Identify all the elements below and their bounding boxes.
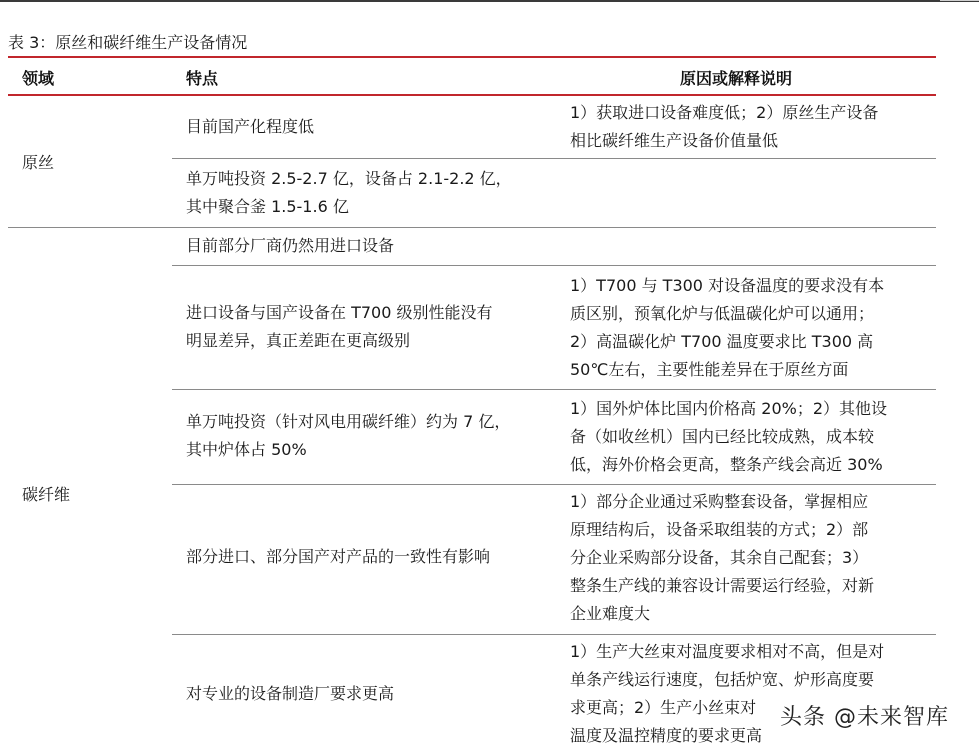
table-row-4-reason	[570, 272, 884, 384]
table-caption: 表 3：原丝和碳纤维生产设备情况	[8, 33, 248, 52]
feature-line: 进口设备与国产设备在 T700 级别性能没有	[186, 303, 493, 322]
watermark	[780, 700, 949, 731]
table-row-7-feature	[186, 680, 394, 708]
group-label-precursor: 原丝	[22, 153, 55, 172]
reason-line: 1）获取进口设备难度低；2）原丝生产设备	[570, 103, 879, 122]
feature-line: 其中聚合釜 1.5-1.6 亿	[186, 197, 349, 216]
table-row-4-feature	[186, 299, 493, 355]
feature-line: 目前部分厂商仍然用进口设备	[186, 236, 395, 255]
group-label-carbon-fiber: 碳纤维	[22, 485, 71, 504]
row-divider	[172, 158, 936, 159]
page-top-border	[0, 0, 979, 2]
table-row-6-reason	[570, 488, 874, 628]
reason-line: 备（如收丝机）国内已经比较成熟，成本较	[570, 427, 875, 446]
reason-line: 求更高；2）生产小丝束对	[570, 698, 757, 717]
header-bottom-rule	[8, 94, 936, 96]
feature-line: 单万吨投资 2.5-2.7 亿，设备占 2.1-2.2 亿，	[186, 169, 512, 188]
reason-line: 质区别，预氧化炉与低温碳化炉可以通用；	[570, 304, 875, 323]
reason-line: 单条产线运行速度，包括炉宽、炉形高度要	[570, 670, 875, 689]
reason-line: 温度及温控精度的要求更高	[570, 726, 763, 745]
reason-line: 分企业采购部分设备，其余自己配套；3）	[570, 548, 869, 567]
feature-line: 明显差异，真正差距在更高级别	[186, 331, 411, 350]
reason-line: 相比碳纤维生产设备价值量低	[570, 131, 779, 150]
table-row-1-feature	[186, 113, 314, 141]
feature-line: 目前国产化程度低	[186, 117, 315, 136]
table-top-rule	[8, 56, 936, 58]
table-row-6-feature	[186, 543, 490, 571]
table-row-5-feature	[186, 408, 510, 464]
header-reason: 原因或解释说明	[680, 69, 793, 88]
page-top-border-end	[940, 0, 979, 1]
reason-line: 1）T700 与 T300 对设备温度的要求没有本	[570, 276, 885, 295]
reason-line: 50℃左右，主要性能差异在于原丝方面	[570, 360, 849, 379]
reason-line: 2）高温碳化炉 T700 温度要求比 T300 高	[570, 332, 874, 351]
feature-line: 其中炉体占 50%	[186, 440, 307, 459]
row-divider	[172, 265, 936, 266]
header-domain: 领域	[22, 69, 55, 88]
table-row-7-reason	[570, 638, 884, 750]
table-row-2-feature	[186, 165, 512, 221]
reason-line: 1）国外炉体比国内价格高 20%；2）其他设	[570, 399, 888, 418]
feature-line: 单万吨投资（针对风电用碳纤维）约为 7 亿，	[186, 412, 511, 431]
reason-line: 低，海外价格会更高，整条产线会高近 30%	[570, 455, 883, 474]
feature-line: 对专业的设备制造厂要求更高	[186, 684, 395, 703]
reason-line: 整条生产线的兼容设计需要运行经验，对新	[570, 576, 875, 595]
reason-line: 1）部分企业通过采购整套设备，掌握相应	[570, 492, 869, 511]
reason-line: 原理结构后，设备采取组装的方式；2）部	[570, 520, 869, 539]
watermark-text: 头条 @未来智库	[780, 705, 949, 730]
row-divider	[172, 634, 936, 635]
group-divider	[8, 227, 936, 228]
header-feature: 特点	[186, 69, 219, 88]
table-row-3-feature	[186, 232, 394, 260]
feature-line: 部分进口、部分国产对产品的一致性有影响	[186, 547, 491, 566]
table-row-5-reason	[570, 395, 887, 479]
row-divider	[172, 484, 936, 485]
table-row-1-reason	[570, 99, 878, 155]
row-divider	[172, 389, 936, 390]
reason-line: 1）生产大丝束对温度要求相对不高，但是对	[570, 642, 885, 661]
reason-line: 企业难度大	[570, 604, 651, 623]
